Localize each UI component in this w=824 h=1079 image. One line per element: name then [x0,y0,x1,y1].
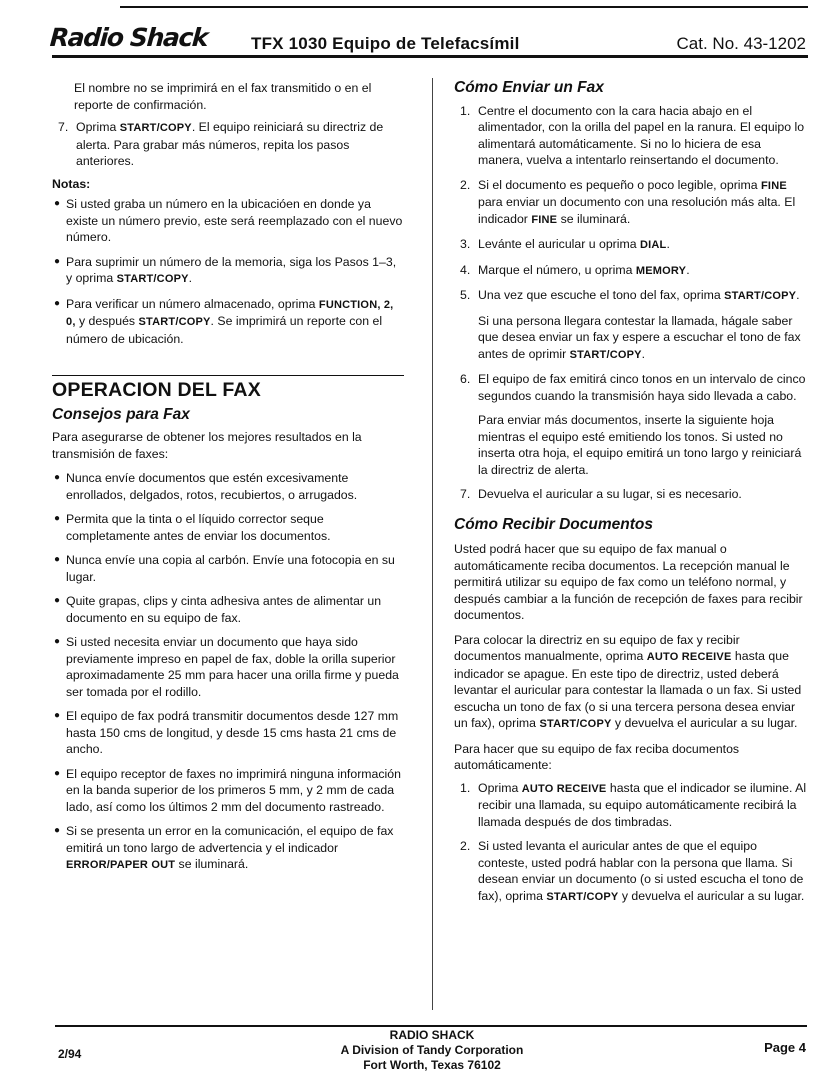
bullet-icon: ● [54,472,61,483]
continued-paragraph: El nombre no se imprimirá en el fax transmitido o en el reporte de confirmación. [74,81,372,112]
note-text: . [188,271,193,285]
note-text: Para verificar un número almacenado, oprima [66,296,319,311]
tips-list [52,470,404,815]
tip-item [52,823,404,874]
note-text: Si usted graba un número en la ubicacióen en donde ya existe un número previo, este será reemplazado con el nuevo número. [66,197,403,244]
step-text: Centre el documento con la cara hacia abajo en el alimentador, con la orilla del papel en la ranura. El equipo lo alimentará automáticamente. Si no lo hiciera de esa manera, vuelva a intentarlo reinsertando el documento. [478,103,805,167]
step-text: Devuelva el auricular a su lugar, si es necesario. [478,487,742,501]
note-item [52,196,404,246]
receive-heading: Cómo Recibir Documentos [454,515,653,533]
bullet-icon: ● [54,513,61,524]
tip-text: Si usted necesita enviar un documento que haya sido previamente impreso en papel de fax, doble la orilla superior aproximadamente 25 mm para hacer una orilla firme y pueda ser tomada por el rodillo. [66,635,399,699]
send-step-4 [454,262,808,280]
key-label: START/COPY [539,718,612,730]
step-text: Si una persona llegara contestar la llamada, hágale saber que desea enviar un fax y espere a escuchar el tono de fax antes de oprimir [478,313,801,361]
note-item [52,254,404,288]
step-text: . [686,262,690,277]
key-label: MEMORY [635,264,687,277]
bullet-icon: ● [54,710,61,721]
key-label: FINE [761,179,787,192]
section-heading: OPERACION DEL FAX [52,379,261,401]
notes-label: Notas: [52,176,91,191]
footer-publisher [300,1028,564,1073]
step-number: 2. [460,839,471,853]
step-text: . El equipo reiniciará su directriz de alerta. Para grabar más números, repita los pasos anteriores. [76,120,384,168]
footer-rule [55,1025,807,1027]
tip-text: Nunca envíe documentos que estén excesivamente enrollados, delgados, rotos, recubiertos, o arrugados. [66,471,358,502]
page-number: Page 4 [764,1040,806,1055]
step-number: 7. [460,487,471,501]
tip-text: El equipo receptor de faxes no imprimirá ninguna información en la banda superior de los primeros 5 mm, y 2 mm de cada lado, así como los últimos 2 mm del documento rastreado. [66,766,401,814]
step-number: 5. [460,288,471,302]
step-text: Si el documento es pequeño o poco legible, oprima [478,177,762,192]
step-text: Levánte el auricular u oprima [478,237,640,251]
tip-item [52,470,404,503]
bullet-icon: ● [54,636,61,647]
tip-item [52,511,404,544]
step-text: se iluminará. [557,211,631,226]
tip-text: El equipo de fax podrá transmitir documentos desde 127 mm hasta 150 cms de longitud, y desde 15 cms hasta 21 cms de ancho. [66,709,399,756]
paragraph-text: Para colocar la directriz en su equipo de fax y recibir documentos manualmente, oprima [454,632,740,663]
tip-text: Si se presenta un error en la comunicación, el equipo de fax emitirá un tono largo de advertencia y el indicador [66,824,394,855]
step-text: El equipo de fax emitirá cinco tonos en un intervalo de cinco segundos cuando la transmisión haya sido llevada a cabo. [478,372,806,403]
tip-item [52,552,404,585]
receive-paragraph-3: Para hacer que su equipo de fax reciba documentos automáticamente: [454,741,740,772]
section-rule [52,375,404,376]
step-text: Una vez que escuche el tono del fax, oprima [478,288,725,302]
key-label: START/COPY [546,890,619,903]
key-label: FINE [531,213,558,226]
footer-line-2: A Division of Tandy Corporation [340,1043,524,1057]
key-label: START/COPY [119,122,192,134]
column-divider [432,78,433,1010]
header-top-rule [120,6,808,8]
step-number: 3. [460,237,471,251]
step-text: hasta que el indicador se ilumine. Al recibir una llamada, su equipo automáticamente recibirá la llamada después de dos timbradas. [478,780,807,829]
key-label: START/COPY [724,290,797,302]
note-text: y después [75,314,139,328]
header-rule [52,55,808,58]
step-number: 4. [460,262,471,277]
send-step-7 [454,486,808,503]
send-step-3 [454,236,808,254]
footer-line-1: RADIO SHACK [389,1028,475,1042]
tip-item [52,766,404,816]
receive-step-2 [454,838,808,905]
receive-paragraph-1: Usted podrá hacer que su equipo de fax manual o automáticamente reciba documentos. La recepción manual le permitirá utilizar su equipo de fax como un teléfono normal, y después cambiar a la función de recepción de faxes para recibir documentos. [454,542,803,622]
subsection-heading: Consejos para Fax [52,405,190,423]
step-number: 2. [460,177,471,192]
note-text: Para suprimir un número de la memoria, siga los Pasos 1–3, y oprima [66,254,397,285]
step-text: Oprima [76,120,120,134]
bullet-icon: ● [54,255,61,267]
bullet-icon: ● [54,297,61,309]
paragraph-text: hasta que indicador se apague. En este tipo de directriz, usted deberá levantar el auricular para contestar la llamada o un fax. Si usted escucha un tono de fax (o si una tercera persona desea enviar un fax), oprima [454,649,802,730]
send-step-5-note [454,313,808,364]
send-step-6 [454,371,808,404]
step-text: . [666,237,670,251]
step-7 [52,119,404,170]
right-column [454,80,808,905]
receive-paragraph-2 [454,632,808,733]
left-column [52,80,404,874]
step-text: . [641,346,646,361]
step-text: . [796,288,800,302]
footer-date: 2/94 [58,1047,82,1061]
send-step-2 [454,177,808,229]
key-label: START/COPY [569,348,642,361]
bullet-icon: ● [54,825,61,836]
step-text: para enviar un documento con una resolución más alta. El indicador [478,195,796,226]
bullet-icon: ● [54,767,61,779]
tip-item [52,634,404,700]
bullet-icon: ● [54,198,61,209]
key-label: AUTO RECEIVE [646,651,732,663]
tip-text: se iluminará. [175,857,249,871]
step-text: Marque el número, u oprima [478,262,636,277]
bullet-icon: ● [54,554,61,565]
key-label: DIAL [640,239,667,251]
step-text: Oprima [478,780,522,795]
key-label: ERROR/PAPER OUT [66,859,176,871]
note-text: . Se imprimirá un reporte con el número de ubicación. [66,314,383,346]
key-label: START/COPY [138,316,211,328]
tip-text: Permita que la tinta o el líquido corrector seque completamente antes de enviar los documentos. [66,512,331,543]
key-label: AUTO RECEIVE [521,782,607,795]
step-text: Si usted levanta el auricular antes de que el equipo conteste, usted podrá hablar con la persona que llama. Si desean enviar un documento (o si usted escucha el tono de fax), oprima [478,839,804,903]
step-number: 1. [460,103,471,118]
tip-item [52,593,404,626]
catalog-number: Cat. No. 43-1202 [676,34,806,53]
footer-line-3: Fort Worth, Texas 76102 [363,1058,501,1072]
send-step-6-note: Para enviar más documentos, inserte la siguiente hoja mientras el equipo esté emitiendo los tonos. Si usted no inserta otra hoja, el equipo emitirá un tono largo y reiniciará la directriz de alerta. [478,413,802,477]
radio-shack-logo: Radio Shack [48,23,209,52]
note-item [52,296,404,348]
bullet-icon: ● [54,595,61,606]
tip-text: Quite grapas, clips y cinta adhesiva antes de alimentar un documento en su equipo de fax. [66,594,382,625]
document-title: TFX 1030 Equipo de Telefacsímil [251,34,520,53]
tip-item [52,708,404,758]
tip-text: Nunca envíe una copia al carbón. Envíe una fotocopia en su lugar. [66,553,395,584]
send-step-5 [454,287,808,305]
intro-paragraph: Para asegurarse de obtener los mejores resultados en la transmisión de faxes: [52,430,362,461]
key-label: START/COPY [116,273,189,285]
step-number: 7. [58,120,69,134]
step-text: y devuelva el auricular a su lugar. [618,888,805,903]
receive-step-1 [454,780,808,831]
step-number: 1. [460,780,471,795]
step-number: 6. [460,372,471,386]
paragraph-text: y devuelva el auricular a su lugar. [611,716,798,730]
send-heading: Cómo Enviar un Fax [454,79,604,96]
send-step-1 [454,103,808,169]
key-label: FUNCTION, 2, 0, [66,298,394,328]
